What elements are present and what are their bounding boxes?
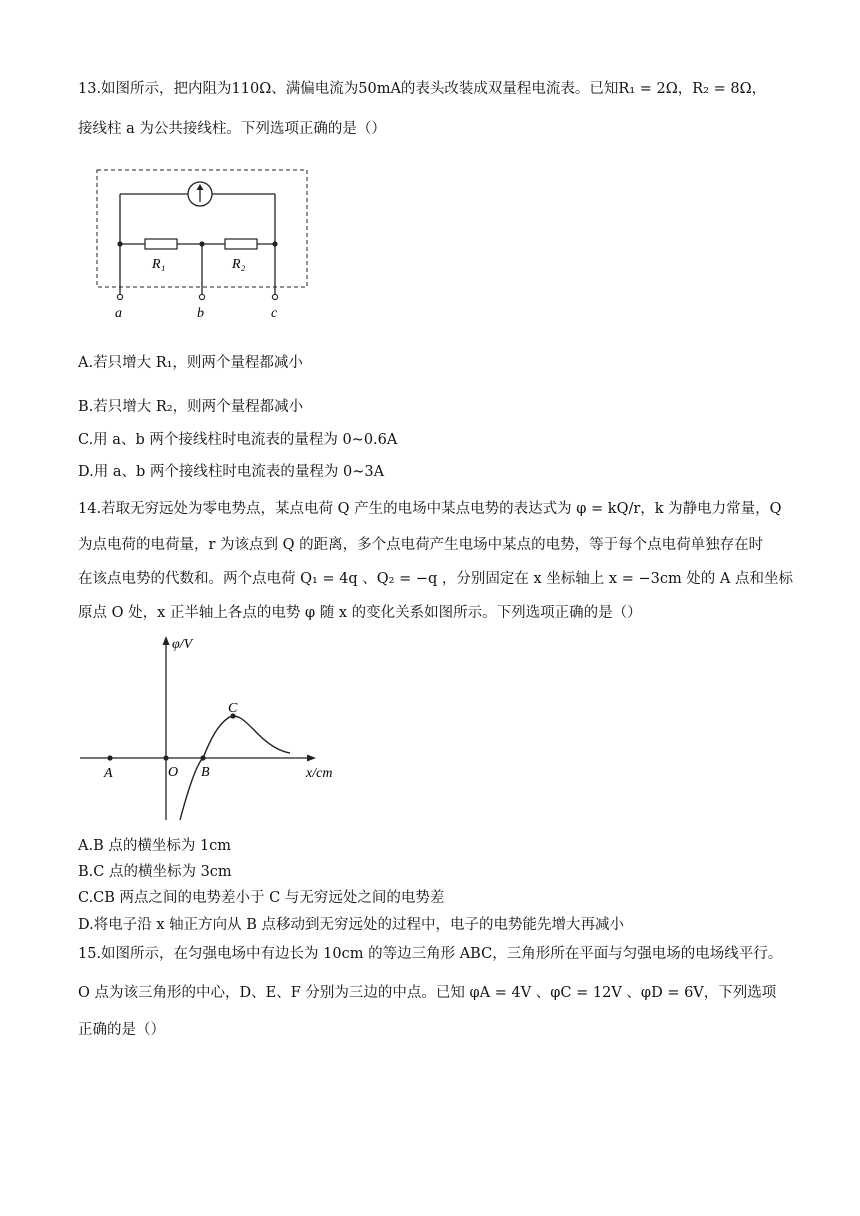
potential-curve-diagram [78, 630, 348, 825]
q13-option-c: C.用 a、b 两个接线柱时电流表的量程为 0~0.6A [78, 432, 398, 448]
q15-stem-line-2: O 点为该三角形的中心，D、E、F 分别为三边的中点。已知 φA = 4V 、φC = 12V 、φD = 6V，下列选项 [78, 985, 777, 1001]
label-point-c: C [228, 701, 238, 716]
q13-option-b: B.若只增大 R₂，则两个量程都减小 [78, 399, 304, 415]
q14-option-d: D.将电子沿 x 轴正方向从 B 点移动到无穷远处的过程中，电子的电势能先增大再减小 [78, 917, 624, 933]
q15-stem-line-3: 正确的是（） [78, 1022, 165, 1038]
label-point-b: B [201, 765, 210, 780]
resistor-r1 [145, 239, 177, 249]
q14-option-a: A.B 点的横坐标为 1cm [78, 838, 232, 854]
terminal-c [272, 294, 277, 299]
label-terminal-b: b [197, 306, 204, 321]
circuit-diagram [90, 160, 315, 325]
q13-stem-line-1: 13.如图所示，把内阻为110Ω、满偏电流为50mA的表头改装成双量程电流表。已知R₁ = 2Ω，R₂ = 8Ω， [78, 81, 767, 97]
terminal-a [117, 294, 122, 299]
label-point-a: A [104, 766, 113, 781]
point-a [107, 755, 112, 760]
q14-option-c: C.CB 两点之间的电势差小于 C 与无穷远处之间的电势差 [78, 890, 445, 906]
resistor-r2 [225, 239, 257, 249]
x-axis-label: x/cm [306, 766, 333, 781]
terminal-b [199, 294, 204, 299]
q15-stem-line-1: 15.如图所示，在匀强电场中有边长为 10cm 的等边三角形 ABC，三角形所在平面与匀强电场的电场线平行。 [78, 946, 783, 962]
q14-stem-line-4: 原点 O 处，x 正半轴上各点的电势 φ 随 x 的变化关系如图所示。下列选项正确的是（） [78, 605, 642, 621]
point-o [163, 755, 168, 760]
q13-stem-line-2: 接线柱 a 为公共接线柱。下列选项正确的是（） [78, 121, 386, 137]
label-r1: R₁ [152, 257, 166, 272]
potential-curve [180, 716, 290, 820]
label-terminal-c: c [271, 306, 278, 321]
label-r2: R₂ [232, 257, 246, 272]
label-terminal-a: a [115, 306, 122, 321]
q13-option-d: D.用 a、b 两个接线柱时电流表的量程为 0~3A [78, 464, 385, 480]
q14-potential-graph [78, 630, 348, 825]
label-point-o: O [168, 765, 179, 780]
point-b [200, 755, 205, 760]
q13-circuit-figure [90, 160, 315, 325]
q14-stem-line-3: 在该点电势的代数和。两个点电荷 Q₁ = 4q 、Q₂ = −q ，分别固定在 x 坐标轴上 x = −3cm 处的 A 点和坐标 [78, 571, 793, 587]
q14-option-b: B.C 点的横坐标为 3cm [78, 864, 232, 880]
q14-stem-line-2: 为点电荷的电荷量，r 为该点到 Q 的距离，多个点电荷产生电场中某点的电势，等于每个点电荷单独存在时 [78, 537, 764, 553]
y-axis-label: φ/V [172, 637, 193, 652]
q14-stem-line-1: 14.若取无穷远处为零电势点，某点电荷 Q 产生的电场中某点电势的表达式为 φ = kQ/r，k 为静电力常量，Q [78, 501, 782, 517]
q13-option-a: A.若只增大 R₁，则两个量程都减小 [78, 355, 303, 371]
